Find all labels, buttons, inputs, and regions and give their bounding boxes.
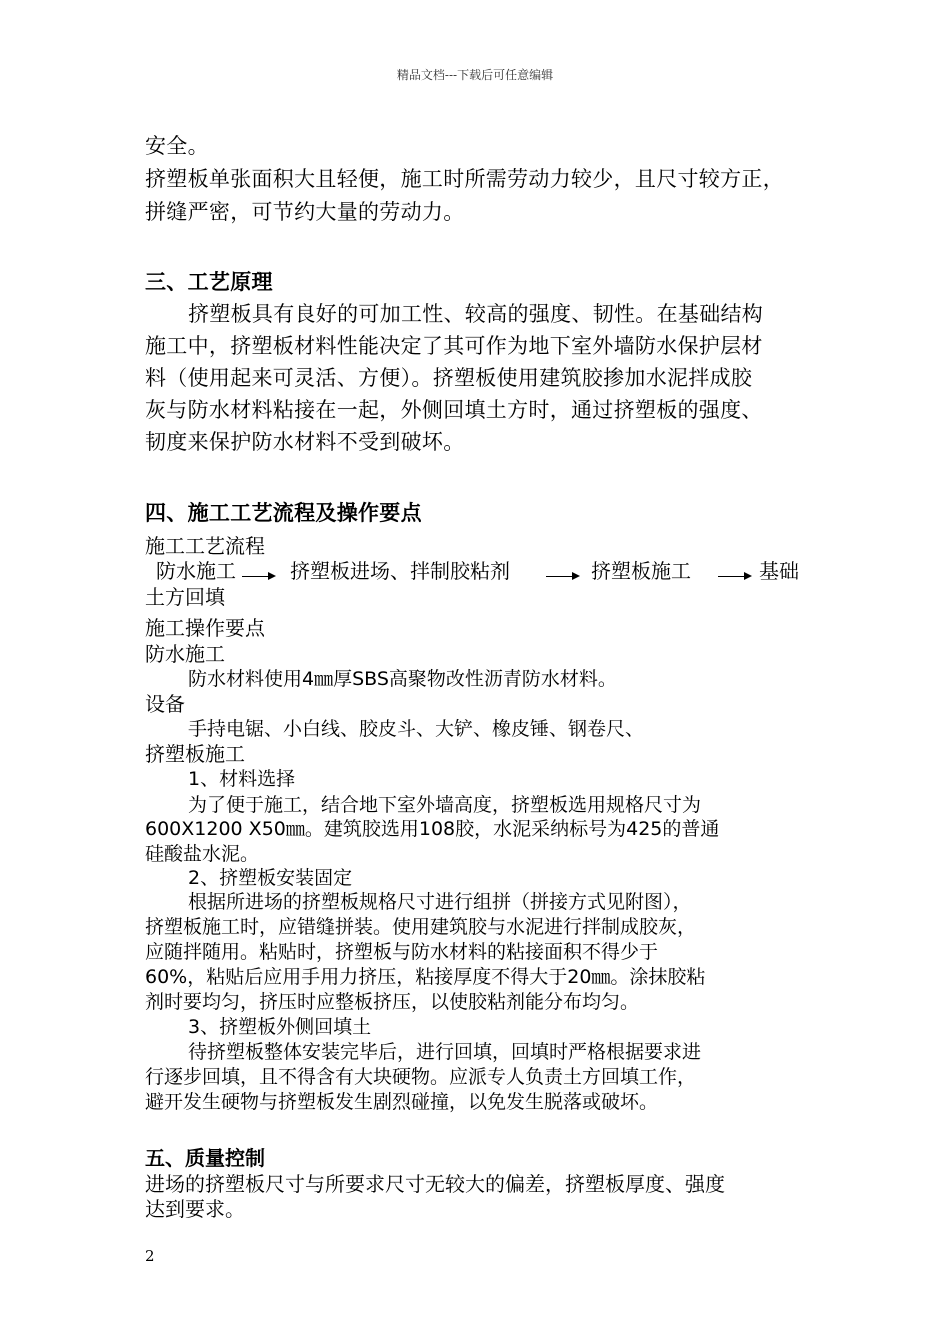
flow-heading: 施工工艺流程 xyxy=(145,534,265,558)
sub2-line-5: 剂时要均匀，挤压时应整板挤压，以使胶粘剂能分布均匀。 xyxy=(145,991,640,1013)
operations-heading: 施工操作要点 xyxy=(145,616,265,640)
flow-step-waterproofing: 防水施工 xyxy=(156,559,236,583)
section-3-line-1: 挤塑板具有良好的可加工性、较高的强度、韧性。在基础结构 xyxy=(188,302,764,326)
section-3-line-3: 料（使用起来可灵活、方便）。挤塑板使用建筑胶掺加水泥拌成胶 xyxy=(145,366,753,390)
board-install-heading: 挤塑板施工 xyxy=(145,742,245,766)
flow-step-backfill: 基础 xyxy=(759,559,799,583)
section-5-title: 五、质量控制 xyxy=(145,1146,265,1170)
sub2-line-3: 应随拌随用。粘贴时，挤塑板与防水材料的粘接面积不得少于 xyxy=(145,941,659,963)
section-5-line-2: 达到要求。 xyxy=(145,1197,245,1221)
waterproof-text: 防水材料使用4㎜厚SBS高聚物改性沥青防水材料。 xyxy=(188,668,617,690)
flow-step-board-install: 挤塑板施工 xyxy=(591,559,691,583)
section-5-line-1: 进场的挤塑板尺寸与所要求尺寸无较大的偏差，挤塑板厚度、强度 xyxy=(145,1172,725,1196)
sub1-title: 1、材料选择 xyxy=(188,768,296,790)
sub3-line-2: 行逐步回填，且不得含有大块硬物。应派专人负责土方回填工作， xyxy=(145,1066,697,1088)
sub3-title: 3、挤塑板外侧回填土 xyxy=(188,1016,372,1038)
section-3-line-5: 韧度来保护防水材料不受到破坏。 xyxy=(145,430,465,454)
equipment-text: 手持电锯、小白线、胶皮斗、大铲、橡皮锤、钢卷尺、 xyxy=(188,718,645,740)
flow-step-backfill-continued: 土方回填 xyxy=(145,585,225,609)
sub1-line-2: 600X1200 X50㎜。建筑胶选用108胶，水泥采纳标号为425的普通 xyxy=(145,818,720,840)
intro-line-2: 挤塑板单张面积大且轻便，施工时所需劳动力较少，且尺寸较方正， xyxy=(145,167,784,191)
section-3-title: 三、工艺原理 xyxy=(145,270,273,294)
sub2-line-2: 挤塑板施工时，应错缝拼装。使用建筑胶与水泥进行拌制成胶灰， xyxy=(145,916,697,938)
flow-arrow-1 xyxy=(242,576,274,577)
sub2-line-1: 根据所进场的挤塑板规格尺寸进行组拼（拼接方式见附图）， xyxy=(188,891,692,913)
intro-line-3: 拼缝严密，可节约大量的劳动力。 xyxy=(145,200,465,224)
sub1-line-3: 硅酸盐水泥。 xyxy=(145,843,260,865)
flow-step-board-delivery: 挤塑板进场、拌制胶粘剂 xyxy=(290,559,510,583)
flow-arrow-3 xyxy=(718,576,750,577)
page-header: 精品文档---下载后可任意编辑 xyxy=(396,68,554,82)
sub2-line-4: 60%，粘贴后应用手用力挤压，粘接厚度不得大于20㎜。涂抹胶粘 xyxy=(145,966,706,988)
equipment-heading: 设备 xyxy=(145,692,185,716)
section-3-line-4: 灰与防水材料粘接在一起，外侧回填土方时，通过挤塑板的强度、 xyxy=(145,398,763,422)
sub3-line-1: 待挤塑板整体安装完毕后，进行回填，回填时严格根据要求进 xyxy=(188,1041,702,1063)
sub1-line-1: 为了便于施工，结合地下室外墙高度，挤塑板选用规格尺寸为 xyxy=(188,794,702,816)
sub3-line-3: 避开发生硬物与挤塑板发生剧烈碰撞，以免发生脱落或破坏。 xyxy=(145,1091,659,1113)
waterproof-heading: 防水施工 xyxy=(145,642,225,666)
page-number: 2 xyxy=(145,1247,155,1265)
process-flow xyxy=(156,555,816,585)
intro-line-1: 安全。 xyxy=(145,134,209,158)
flow-arrow-2 xyxy=(546,576,578,577)
section-4-title: 四、施工工艺流程及操作要点 xyxy=(145,501,422,525)
sub2-title: 2、挤塑板安装固定 xyxy=(188,867,353,889)
section-3-line-2: 施工中，挤塑板材料性能决定了其可作为地下室外墙防水保护层材 xyxy=(145,334,763,358)
